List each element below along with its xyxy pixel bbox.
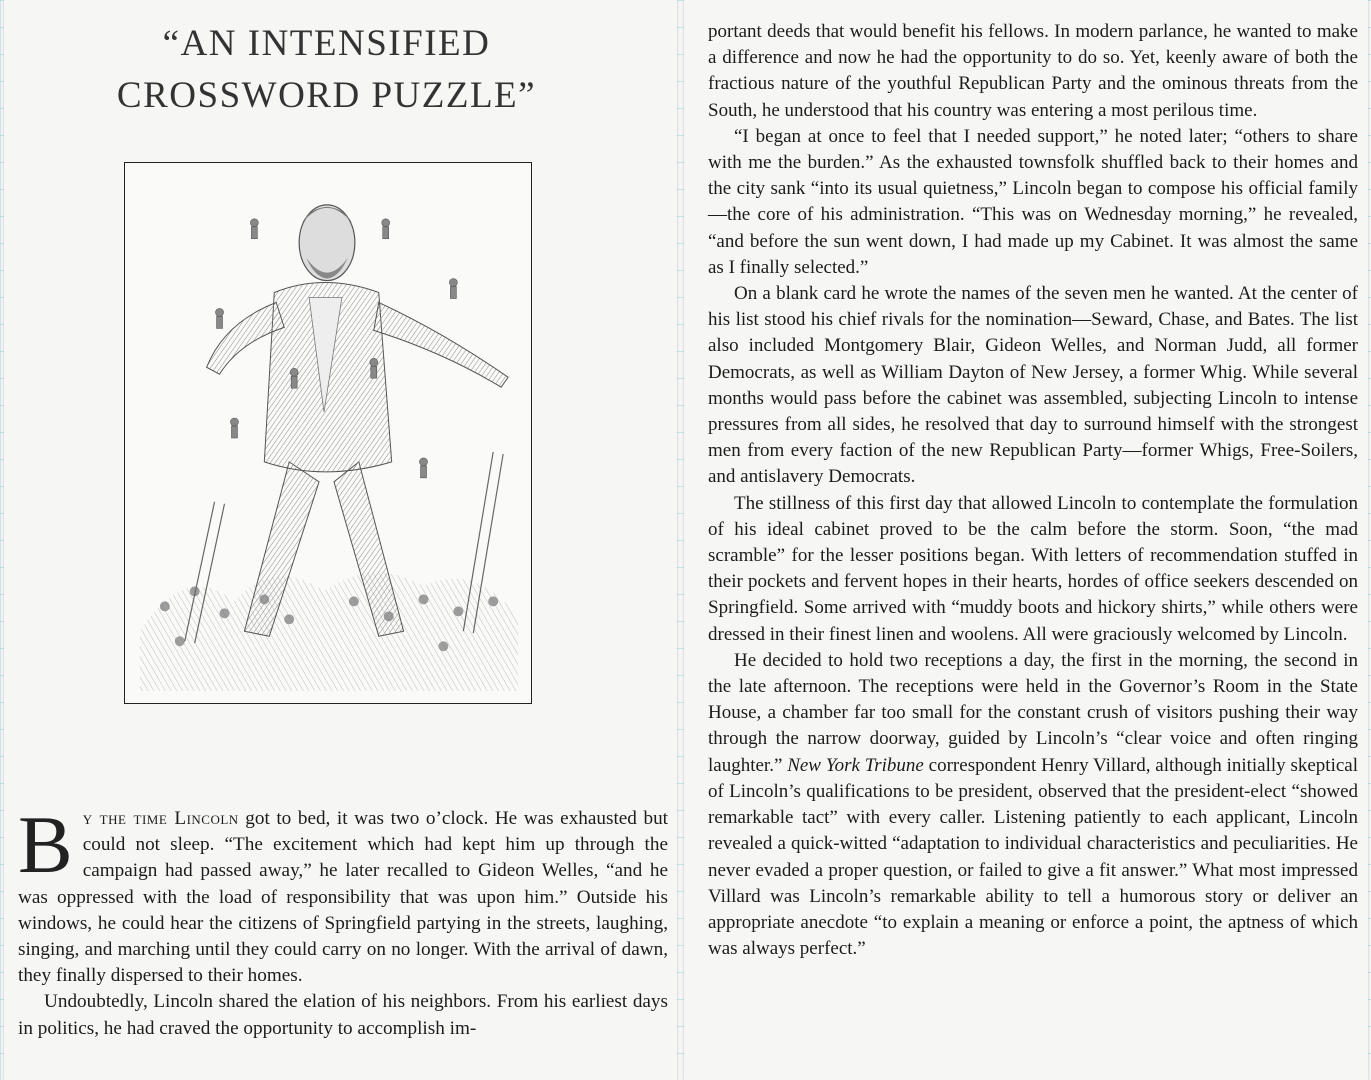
opening-paragraph <box>18 799 668 989</box>
opening-smallcaps: y the time Lincoln <box>82 808 239 829</box>
receptions-text-before: He decided to hold two receptions a day, the first in the morning, the second in the late afternoon. The receptions were held in the Governor’s Room in the State House, a chamber far too small for the constant crush of visitors pushing their way through the narrow doorway, guided by Lincoln’s “clear voice and often ringing laughter.” <box>708 649 1358 776</box>
receptions-text-after: correspondent Henry Villard, although initially skeptical of Lincoln’s qualifications to be president, observed that the president-elect “showed remarkable tact” with every caller. Listening patiently to each applicant, Lincoln revealed a quick-witted “adaptation to individual characteristics and peculiarities. He never evaded a proper question, or failed to give a fit answer.” What most impressed Villard was Lincoln’s remarkable ability to tell a humorous story or deliver an appropriate anecdote “to explain a meaning or enforce a point, the aptness of which was always perfect.” <box>708 754 1359 960</box>
left-page-body-text <box>18 799 668 1042</box>
chapter-title-line-2: CROSSWORD PUZZLE” <box>116 75 537 116</box>
paragraph-stillness: The stillness of this first day that allowed Lincoln to contemplate the formulation of his ideal cabinet proved to be the calm before the storm. Soon, “the mad scramble” for the lesser positions began. With letters of recommendation stuffed in their pockets and fervent hopes in their hearts, hordes of office seekers descended on Springfield. Some arrived with “muddy boots and hickory shirts,” while others were dressed in their finest linen and woolens. All were graciously welcomed by Lincoln. <box>708 492 1358 645</box>
lincoln-giant-illustration <box>124 162 532 704</box>
paragraph-support-quote: “I began at once to feel that I needed support,” he noted later; “others to share with me the burden.” As the exhausted townsfolk shuffled back to their homes and the city sank “into its usual quietness,” Lincoln began to compose his official family—the core of his administration. “This was on Wednesday morning,” he revealed, “and before the sun went down, I had made up my Cabinet. It was almost the same as I finally selected.” <box>708 125 1358 278</box>
newspaper-title: New York Tribune <box>787 754 924 776</box>
paragraph-receptions <box>708 648 1358 962</box>
opening-paragraph-text: got to bed, it was two o’clock. He was exhausted but could not sleep. “The excitement which had kept him up through the campaign had passed away,” he later recalled to Gideon Welles, “and he was oppressed with the load of responsibility that was upon him.” Outside his windows, he could hear the citizens of Springfield partying in the streets, laughing, singing, and marching until they could carry on no longer. With the arrival of dawn, they finally dispersed to their homes. <box>18 808 668 987</box>
right-page-body-text <box>708 19 1358 962</box>
paragraph-2: Undoubtedly, Lincoln shared the elation of his neighbors. From his earliest days in politics, he had craved the opportunity to accomplish im- <box>18 991 668 1039</box>
left-page <box>4 0 677 1080</box>
chapter-title-line-1: “AN INTENSIFIED <box>162 23 491 64</box>
right-page <box>684 0 1368 1080</box>
engraving-image <box>125 163 531 703</box>
paragraph-blank-card: On a blank card he wrote the names of the seven men he wanted. At the center of his list stood his chief rivals for the nomination—Seward, Chase, and Bates. The list also included Montgomery Blair, Gideon Welles, and Norman Judd, all former Democrats, as well as William Dayton of New Jersey, a former Whig. While several months would pass before the cabinet was assembled, subjecting Lincoln to intense pressures from all sides, he resolved that day to surround himself with the strongest men from every faction of the new Republican Party—former Whigs, Free-Soilers, and antislavery Democrats. <box>708 283 1358 488</box>
paragraph-continued: portant deeds that would benefit his fellows. In modern parlance, he wanted to make a difference and now he had the opportunity to do so. Yet, keenly aware of both the fractious nature of the youthful Republican Party and the ominous threats from the South, he understood that his country was entering a most perilous time. <box>708 21 1358 121</box>
drop-cap: B <box>18 799 73 890</box>
